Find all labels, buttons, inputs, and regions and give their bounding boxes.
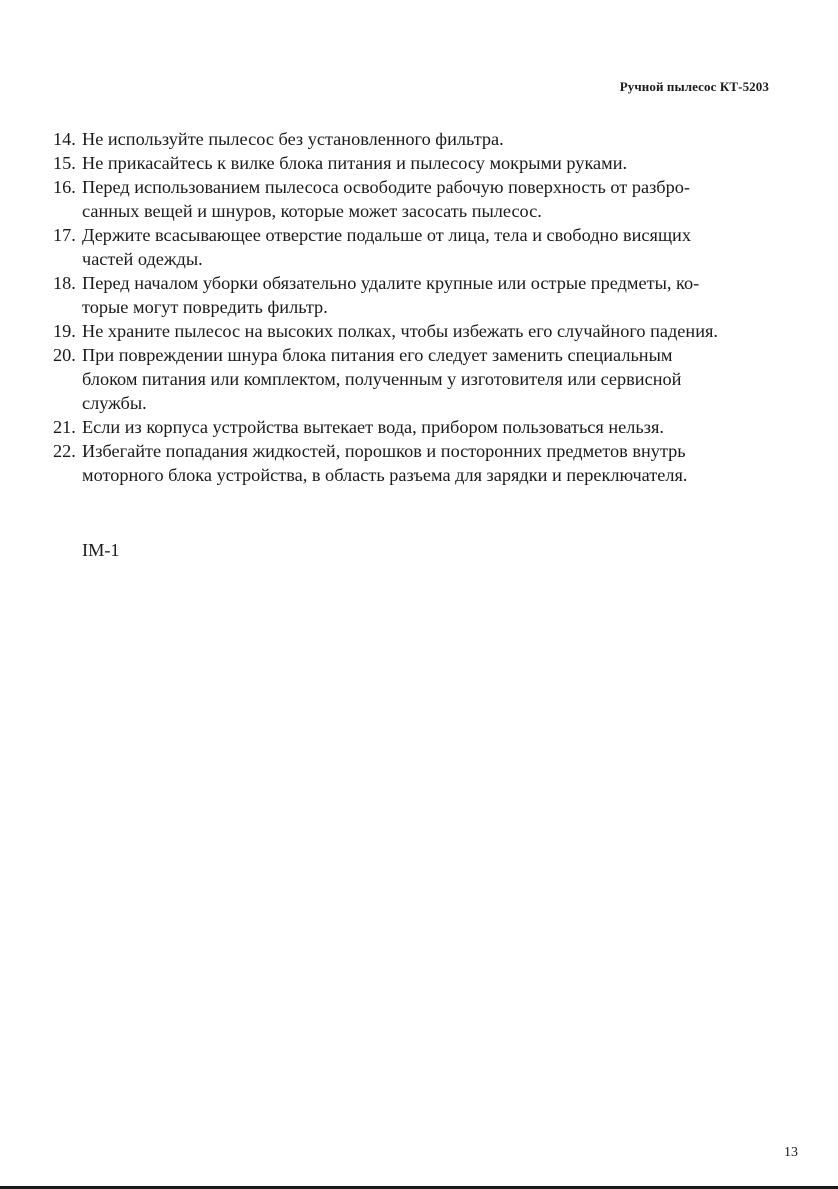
item-text-line: Избегайте попадания жидкостей, порошков и посторонних предметов внутрь	[82, 441, 686, 461]
list-item	[53, 343, 773, 415]
item-number: 19.	[53, 321, 76, 341]
item-text	[82, 415, 773, 439]
item-text	[82, 175, 773, 223]
item-text-line: Не используйте пылесос без установленного фильтра.	[82, 129, 504, 149]
safety-instructions-list	[53, 127, 773, 487]
item-text-line: санных вещей и шнуров, которые может засосать пылесос.	[82, 201, 542, 221]
list-item	[53, 415, 773, 439]
item-text	[82, 127, 773, 151]
item-text-line: Держите всасывающее отверстие подальше от лица, тела и свободно висящих	[82, 225, 691, 245]
item-text-line: блоком питания или комплектом, полученным у изготовителя или сервисной	[82, 369, 682, 389]
item-text-line: частей одежды.	[82, 249, 203, 269]
item-text-line: Перед началом уборки обязательно удалите крупные или острые предметы, ко-	[82, 273, 700, 293]
item-number: 14.	[53, 129, 76, 149]
item-number: 20.	[53, 345, 76, 365]
item-text-line: Не прикасайтесь к вилке блока питания и пылесосу мокрыми руками.	[82, 153, 628, 173]
item-text-line: При повреждении шнура блока питания его следует заменить специальным	[82, 345, 673, 365]
item-number: 18.	[53, 273, 76, 293]
item-number: 22.	[53, 441, 76, 461]
item-number: 17.	[53, 225, 76, 245]
list-item	[53, 439, 773, 487]
item-number: 16.	[53, 177, 76, 197]
item-text	[82, 343, 773, 415]
list-item	[53, 151, 773, 175]
list-item	[53, 175, 773, 223]
item-text-line: моторного блока устройства, в область разъема для зарядки и переключателя.	[82, 465, 688, 485]
item-text	[82, 271, 773, 319]
item-text-line: Если из корпуса устройства вытекает вода, прибором пользоваться нельзя.	[82, 417, 664, 437]
item-text	[82, 223, 773, 271]
running-header: Ручной пылесос КТ-5203	[619, 79, 769, 94]
document-code: IM-1	[82, 540, 120, 560]
item-text-line: Не храните пылесос на высоких полках, чтобы избежать его случайного падения.	[82, 321, 718, 341]
item-text-line: торые могут повредить фильтр.	[82, 297, 328, 317]
item-text-line: службы.	[82, 393, 147, 413]
item-text	[82, 439, 773, 487]
item-text-line: Перед использованием пылесоса освободите рабочую поверхность от разбро-	[82, 177, 690, 197]
item-number: 21.	[53, 417, 76, 437]
list-item	[53, 319, 773, 343]
list-item	[53, 127, 773, 151]
page-number: 13	[784, 1145, 798, 1160]
list-item	[53, 271, 773, 319]
item-text	[82, 151, 773, 175]
item-text	[82, 319, 773, 343]
item-number: 15.	[53, 153, 76, 173]
list-item	[53, 223, 773, 271]
